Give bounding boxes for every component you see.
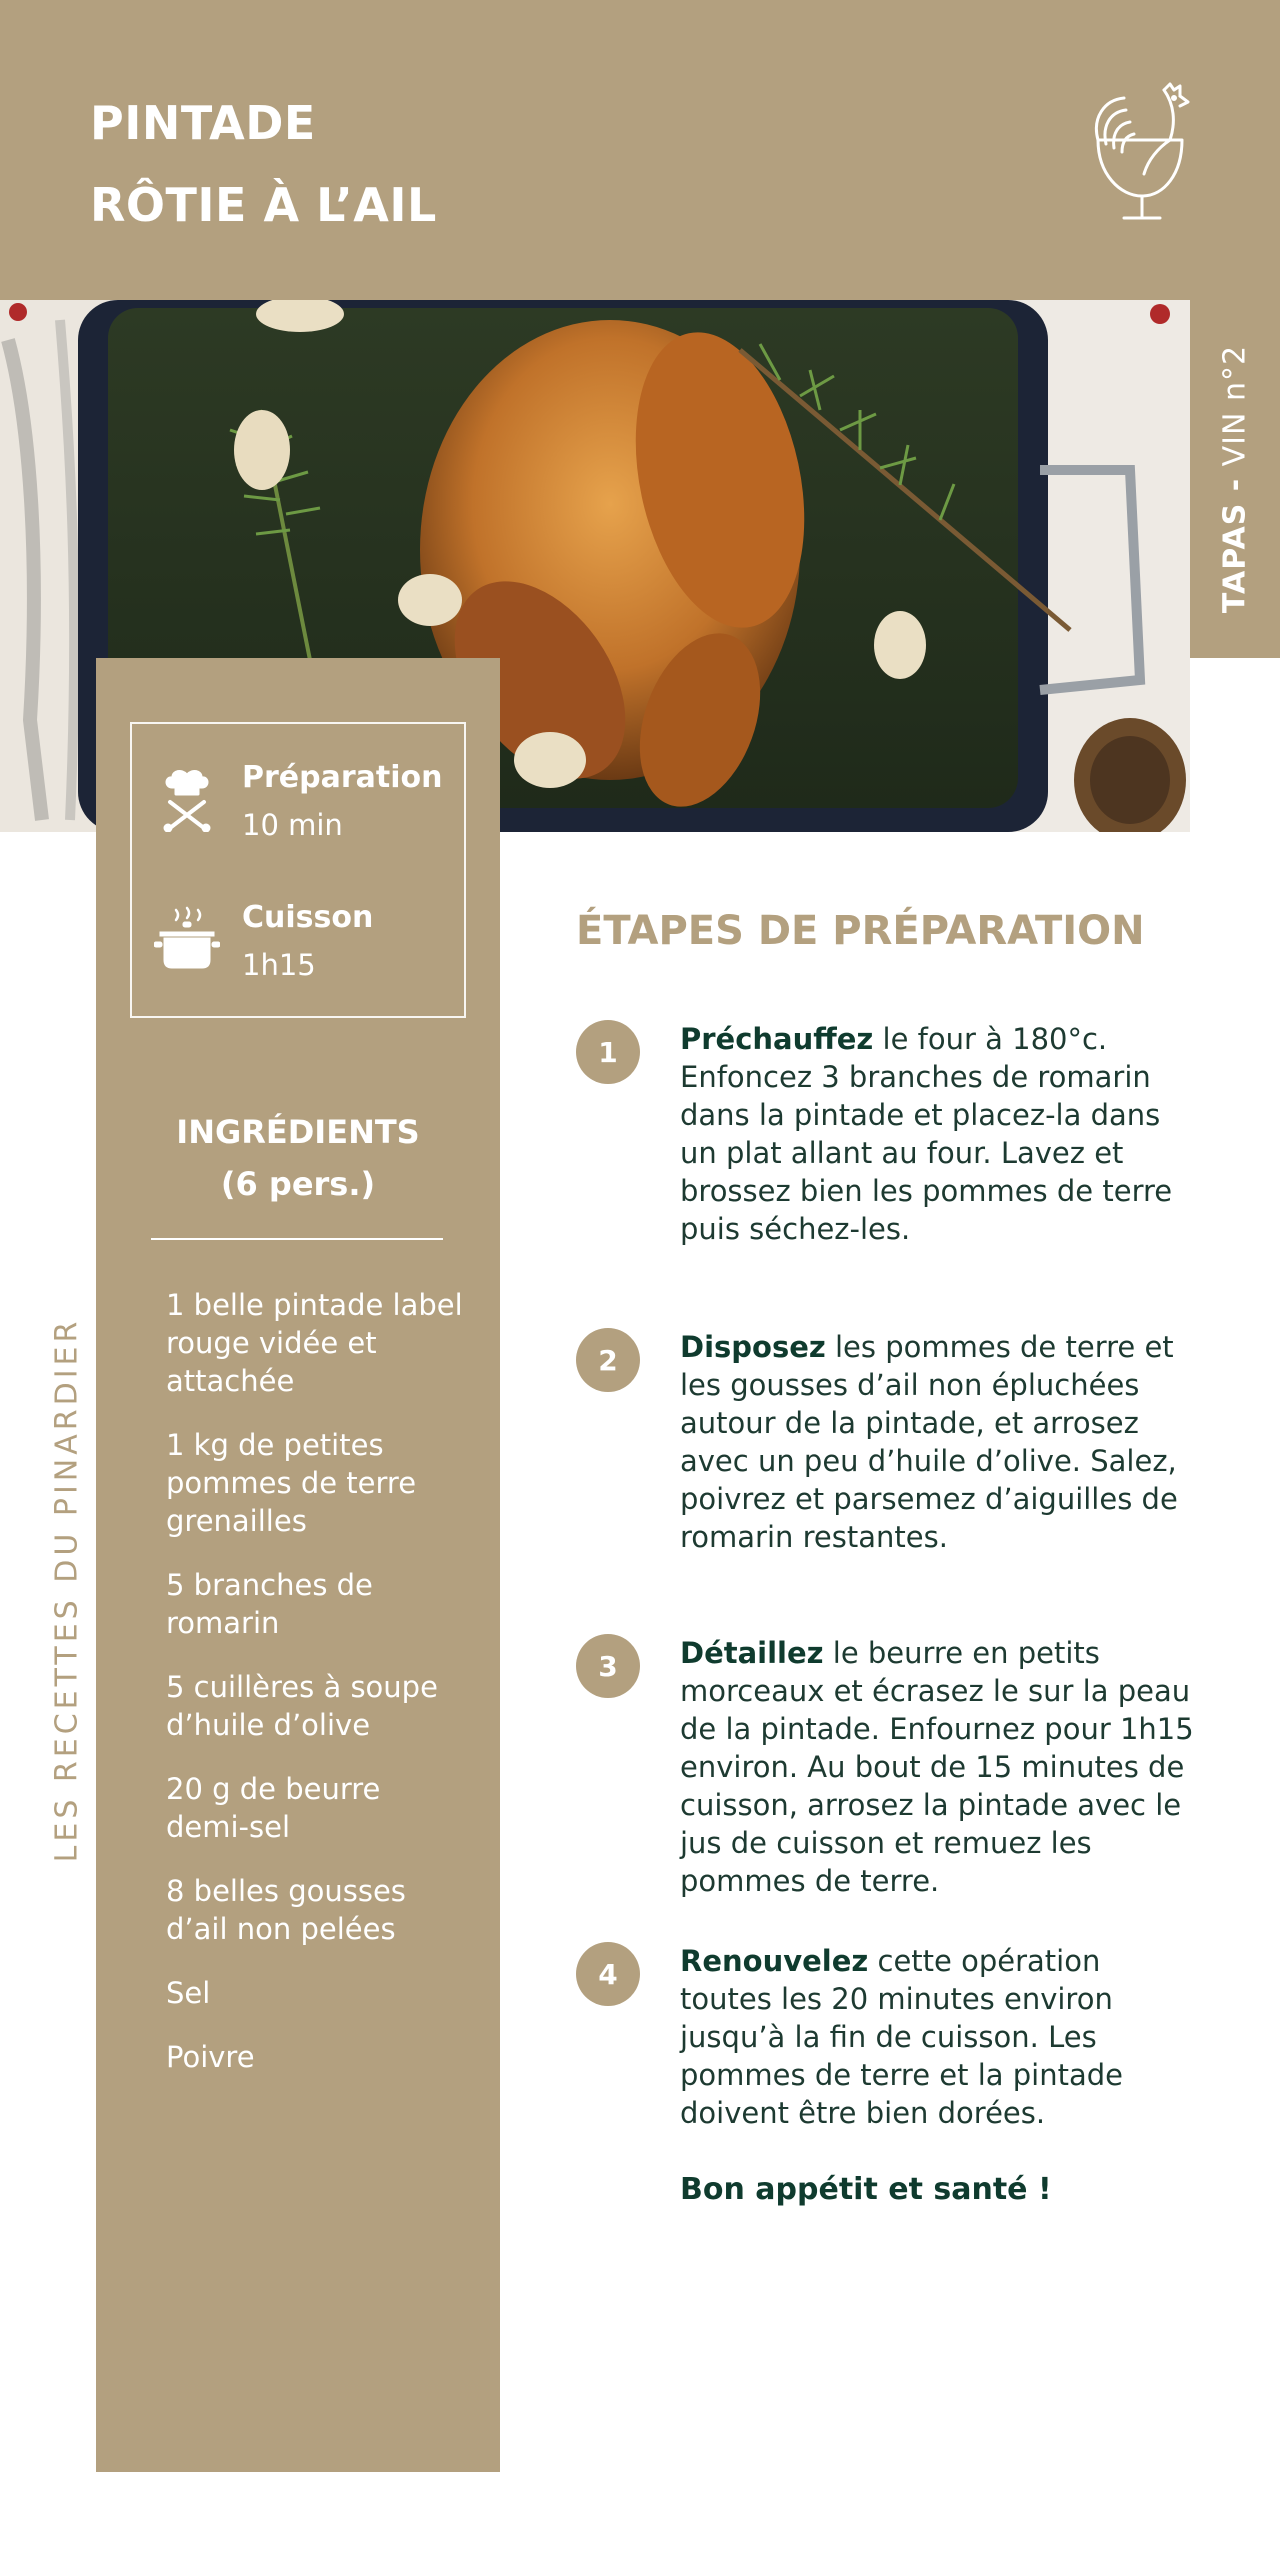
step-text [680, 1634, 1194, 1900]
ingredient-item: 5 branches de romarin [166, 1568, 373, 1640]
steps-heading: ÉTAPES DE PRÉPARATION [576, 908, 1145, 954]
cuisson-value: 1h15 [242, 948, 316, 982]
tag-rest: VIN n°2 [1217, 344, 1253, 467]
step-number: 4 [576, 1942, 640, 2006]
step-text [680, 1328, 1194, 1556]
step-verb: Disposez [680, 1330, 826, 1364]
step-body: le four à 180°c. Enfoncez 3 branches de romarin dans la pintade et placez-la dans un plat allant au four. Lavez et brossez bien les pommes de terre puis séchez-les. [680, 1022, 1173, 1246]
ingredients-title [96, 1106, 500, 1210]
ingredient-item: 20 g de beurre demi-sel [166, 1772, 381, 1844]
step-number: 3 [576, 1634, 640, 1698]
tag-bold: TAPAS - [1217, 466, 1253, 614]
ingredient-item: Sel [166, 1976, 211, 2010]
step-verb: Renouvelez [680, 1944, 869, 1978]
chef-hat-utensils-icon [154, 766, 220, 832]
preparation-value: 10 min [242, 808, 343, 842]
ingredient-item: 5 cuillères à soupe d’huile d’olive [166, 1670, 438, 1742]
ingredients-heading: INGRÉDIENTS [176, 1113, 420, 1151]
step-number: 1 [576, 1020, 640, 1084]
preparation-label: Préparation [242, 760, 443, 795]
ingredients-servings: (6 pers.) [220, 1165, 376, 1203]
ingredient-item: 1 kg de petites pommes de terre grenailles [166, 1428, 417, 1538]
step-verb: Préchauffez [680, 1022, 874, 1056]
cooking-pot-icon [154, 906, 220, 972]
closing-line: Bon appétit et santé ! [680, 2172, 1052, 2207]
header-banner [0, 0, 1280, 300]
ingredient-item: Poivre [166, 2040, 255, 2074]
tapas-wine-tag-text [1218, 345, 1253, 613]
timing-box [130, 722, 466, 1018]
step-body: le beurre en petits morceaux et écrasez le sur la peau de la pintade. Enfournez pour 1h15 environ. Au bout de 15 minutes de cuisson, arrosez la pintade avec le jus de cuisson et remuez les pommes de terre. [680, 1636, 1194, 1898]
cuisson-row [154, 900, 454, 996]
tapas-wine-tag [1190, 300, 1280, 658]
ingredients-sidebar [96, 658, 500, 2472]
title-line-2: RÔTIE À L’AIL [90, 178, 437, 232]
recipe-title [90, 82, 437, 246]
preparation-row [154, 760, 454, 856]
ingredient-item: 8 belles gousses d’ail non pelées [166, 1874, 406, 1946]
ingredients-divider [151, 1238, 443, 1240]
step-number: 2 [576, 1328, 640, 1392]
step-text [680, 1020, 1194, 1248]
step-text [680, 1942, 1194, 2132]
rooster-wine-glass-icon [1078, 78, 1196, 224]
step-body: cette opération toutes les 20 minutes environ jusqu’à la fin de cuisson. Les pommes de terre et la pintade doivent être bien dorées. [680, 1944, 1123, 2130]
step-verb: Détaillez [680, 1636, 824, 1670]
step-body: les pommes de terre et les gousses d’ail non épluchées autour de la pintade, et arrosez avec un peu d’huile d’olive. Salez, poivrez et parsemez d’aiguilles de romarin restantes. [680, 1330, 1178, 1554]
ingredient-item: 1 belle pintade label rouge vidée et attachée [166, 1288, 463, 1398]
title-line-1: PINTADE [90, 96, 316, 150]
ingredients-list [166, 1286, 466, 2102]
brand-vertical-label: LES RECETTES DU PINARDIER [49, 1317, 85, 1863]
cuisson-label: Cuisson [242, 900, 374, 935]
